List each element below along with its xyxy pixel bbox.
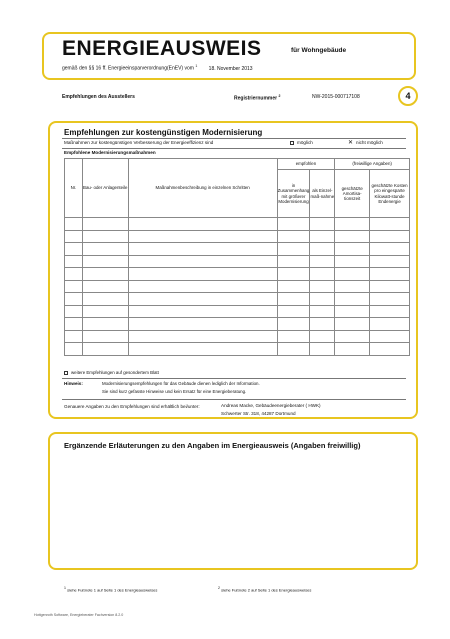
table-cell[interactable] <box>128 218 277 231</box>
option-possible-label: möglich <box>297 140 313 145</box>
additional-explanations-title: Ergänzende Erläuterungen zu den Angaben im Energieausweis (Angaben freiwillig) <box>64 441 361 450</box>
table-cell[interactable] <box>310 230 335 243</box>
table-cell[interactable] <box>335 293 370 306</box>
legal-footnote-marker: 1 <box>195 64 198 68</box>
table-cell[interactable] <box>370 243 410 256</box>
header-costs: geschätzte Kosten pro eingesparte Kilowatt-stunde Endenergie <box>370 170 410 218</box>
footnote-2-text: siehe Fußnote 2 auf Seite 1 des Energieausweises <box>221 587 312 593</box>
table-row <box>65 255 410 268</box>
table-row <box>65 218 410 231</box>
table-cell[interactable] <box>65 280 83 293</box>
table-cell[interactable] <box>128 318 277 331</box>
table-cell[interactable] <box>310 305 335 318</box>
table-cell[interactable] <box>82 280 128 293</box>
table-cell[interactable] <box>335 305 370 318</box>
table-cell[interactable] <box>65 268 83 281</box>
divider <box>62 378 406 379</box>
table-cell[interactable] <box>370 280 410 293</box>
table-cell[interactable] <box>128 268 277 281</box>
table-cell[interactable] <box>310 343 335 356</box>
option-not-possible[interactable] <box>348 140 383 145</box>
header-single: als Einzel-maß-nahme <box>310 170 335 218</box>
table-cell[interactable] <box>128 330 277 343</box>
table-cell[interactable] <box>370 218 410 231</box>
table-cell[interactable] <box>310 255 335 268</box>
building-type-subtitle: für Wohngebäude <box>291 47 347 54</box>
issuer-name: Andreas Macke, Gebäudeenergieberater ( HWK) <box>221 403 321 408</box>
table-cell[interactable] <box>82 305 128 318</box>
table-cell[interactable] <box>277 343 310 356</box>
legal-basis-line <box>62 64 253 72</box>
table-cell[interactable] <box>128 343 277 356</box>
table-cell[interactable] <box>277 218 310 231</box>
table-row <box>65 330 410 343</box>
table-row <box>65 243 410 256</box>
table-cell[interactable] <box>370 330 410 343</box>
table-row <box>65 280 410 293</box>
table-cell[interactable] <box>82 330 128 343</box>
table-cell[interactable] <box>128 280 277 293</box>
table-cell[interactable] <box>335 330 370 343</box>
note-text-line-1: Modernisierungsempfehlungen für das Gebäude dienen lediglich der Information. <box>102 381 260 386</box>
footnote-2 <box>218 586 311 592</box>
footnote-1 <box>64 586 157 592</box>
footnote-1-text: siehe Fußnote 1 auf Seite 1 des Energieausweises <box>67 587 158 593</box>
footnote-1-marker: 1 <box>64 586 66 590</box>
table-row <box>65 318 410 331</box>
header-combined: in Zusammenhang mit größerer Modernisierung <box>277 170 310 218</box>
header-description: Maßnahmenbeschreibung in einzelnen Schritten <box>128 159 277 218</box>
table-cell[interactable] <box>277 255 310 268</box>
checkbox-empty-icon[interactable] <box>290 141 294 145</box>
table-cell[interactable] <box>335 218 370 231</box>
table-cell[interactable] <box>82 293 128 306</box>
recommendations-table-body <box>65 218 410 356</box>
table-cell[interactable] <box>277 243 310 256</box>
recommendations-table <box>64 158 410 356</box>
issuer-recommendations-label: Empfehlungen des Ausstellers <box>62 94 135 100</box>
divider <box>62 148 406 149</box>
table-cell[interactable] <box>277 330 310 343</box>
table-cell[interactable] <box>370 255 410 268</box>
more-recommendations-label: weitere Empfehlungen auf gesondertem Blatt <box>71 370 159 375</box>
option-possible[interactable] <box>290 140 313 145</box>
table-cell[interactable] <box>335 243 370 256</box>
table-cell[interactable] <box>277 318 310 331</box>
table-cell[interactable] <box>82 230 128 243</box>
table-cell[interactable] <box>82 255 128 268</box>
table-cell[interactable] <box>335 268 370 281</box>
table-cell[interactable] <box>335 255 370 268</box>
measures-subtitle: Empfohlene Modernisierungsmaßnahmen <box>64 150 156 155</box>
table-cell[interactable] <box>370 268 410 281</box>
table-cell[interactable] <box>370 318 410 331</box>
table-cell[interactable] <box>277 230 310 243</box>
table-cell[interactable] <box>128 243 277 256</box>
measures-question: Maßnahmen zur kostengünstigen Verbesserung der Energieeffizienz sind <box>64 140 214 145</box>
additional-explanations-section <box>48 432 418 570</box>
table-cell[interactable] <box>335 230 370 243</box>
divider <box>62 399 406 400</box>
checkbox-checked-icon[interactable]: ✕ <box>348 139 354 146</box>
table-cell[interactable] <box>65 305 83 318</box>
table-cell[interactable] <box>82 218 128 231</box>
table-cell[interactable] <box>128 255 277 268</box>
header-payback: geschätzte Amortisa-tionszeit <box>335 170 370 218</box>
table-cell[interactable] <box>310 218 335 231</box>
table-cell[interactable] <box>310 318 335 331</box>
table-row <box>65 268 410 281</box>
registration-number: NW-2015-000717108 <box>312 94 360 100</box>
table-cell[interactable] <box>65 255 83 268</box>
page-number-badge: 4 <box>398 86 418 106</box>
table-cell[interactable] <box>277 305 310 318</box>
table-cell[interactable] <box>65 243 83 256</box>
table-cell[interactable] <box>128 293 277 306</box>
header-group-optional: (freiwillige Angaben) <box>335 159 410 170</box>
certificate-header <box>42 32 416 80</box>
table-cell[interactable] <box>65 218 83 231</box>
header-component: Bau- oder Anlagenteile <box>82 159 128 218</box>
issuer-address: Schwerter Str. 318, 44287 Dortmund <box>221 411 296 416</box>
note-label: Hinweis: <box>64 381 83 386</box>
divider <box>62 138 406 139</box>
table-cell[interactable] <box>82 343 128 356</box>
checkbox-empty-icon[interactable] <box>64 371 68 375</box>
table-cell[interactable] <box>310 330 335 343</box>
table-cell[interactable] <box>335 343 370 356</box>
registration-label <box>234 94 280 102</box>
table-cell[interactable] <box>65 230 83 243</box>
registration-footnote-marker: 2 <box>278 94 281 98</box>
issuer-row <box>62 92 412 106</box>
table-row <box>65 230 410 243</box>
header-nr: Nr. <box>65 159 83 218</box>
table-cell[interactable] <box>82 243 128 256</box>
table-cell[interactable] <box>277 293 310 306</box>
table-cell[interactable] <box>370 293 410 306</box>
table-cell[interactable] <box>277 268 310 281</box>
software-credit: Hottgenroth Software, Energieberater Fachversion 8.2.0 <box>34 613 124 617</box>
table-cell[interactable] <box>277 280 310 293</box>
table-cell[interactable] <box>370 305 410 318</box>
table-cell[interactable] <box>335 280 370 293</box>
table-cell[interactable] <box>128 230 277 243</box>
table-cell[interactable] <box>65 318 83 331</box>
table-cell[interactable] <box>370 230 410 243</box>
table-cell[interactable] <box>310 293 335 306</box>
table-row <box>65 343 410 356</box>
footnote-2-marker: 2 <box>218 586 220 590</box>
table-cell[interactable] <box>310 243 335 256</box>
table-cell[interactable] <box>65 343 83 356</box>
header-group-recommended: empfohlen <box>277 159 335 170</box>
table-cell[interactable] <box>65 330 83 343</box>
table-cell[interactable] <box>335 318 370 331</box>
issue-date: 18. November 2013 <box>208 65 253 72</box>
table-cell[interactable] <box>65 293 83 306</box>
note-text-line-2: Sie sind kurz gefasste Hinweise und kein Ersatz für eine Energieberatung. <box>102 389 247 394</box>
table-cell[interactable] <box>310 268 335 281</box>
recommendations-section <box>48 121 418 419</box>
details-contact-label: Genauere Angaben zu den Empfehlungen sind erhältlich bei/unter: <box>64 404 200 409</box>
table-cell[interactable] <box>82 318 128 331</box>
table-row <box>65 305 410 318</box>
table-cell[interactable] <box>370 343 410 356</box>
option-not-possible-label: nicht möglich <box>356 140 383 145</box>
more-recommendations-option[interactable] <box>64 370 159 375</box>
recommendations-title: Empfehlungen zur kostengünstigen Modernisierung <box>64 128 263 137</box>
table-cell[interactable] <box>310 280 335 293</box>
page-title: ENERGIEAUSWEIS <box>62 37 262 60</box>
table-row <box>65 293 410 306</box>
table-cell[interactable] <box>82 268 128 281</box>
legal-basis-text: gemäß den §§ 16 ff. Energieeinsparverordnung(EnEV) vom <box>62 65 194 72</box>
registration-label-text: Registriernummer <box>234 95 278 102</box>
table-cell[interactable] <box>128 305 277 318</box>
